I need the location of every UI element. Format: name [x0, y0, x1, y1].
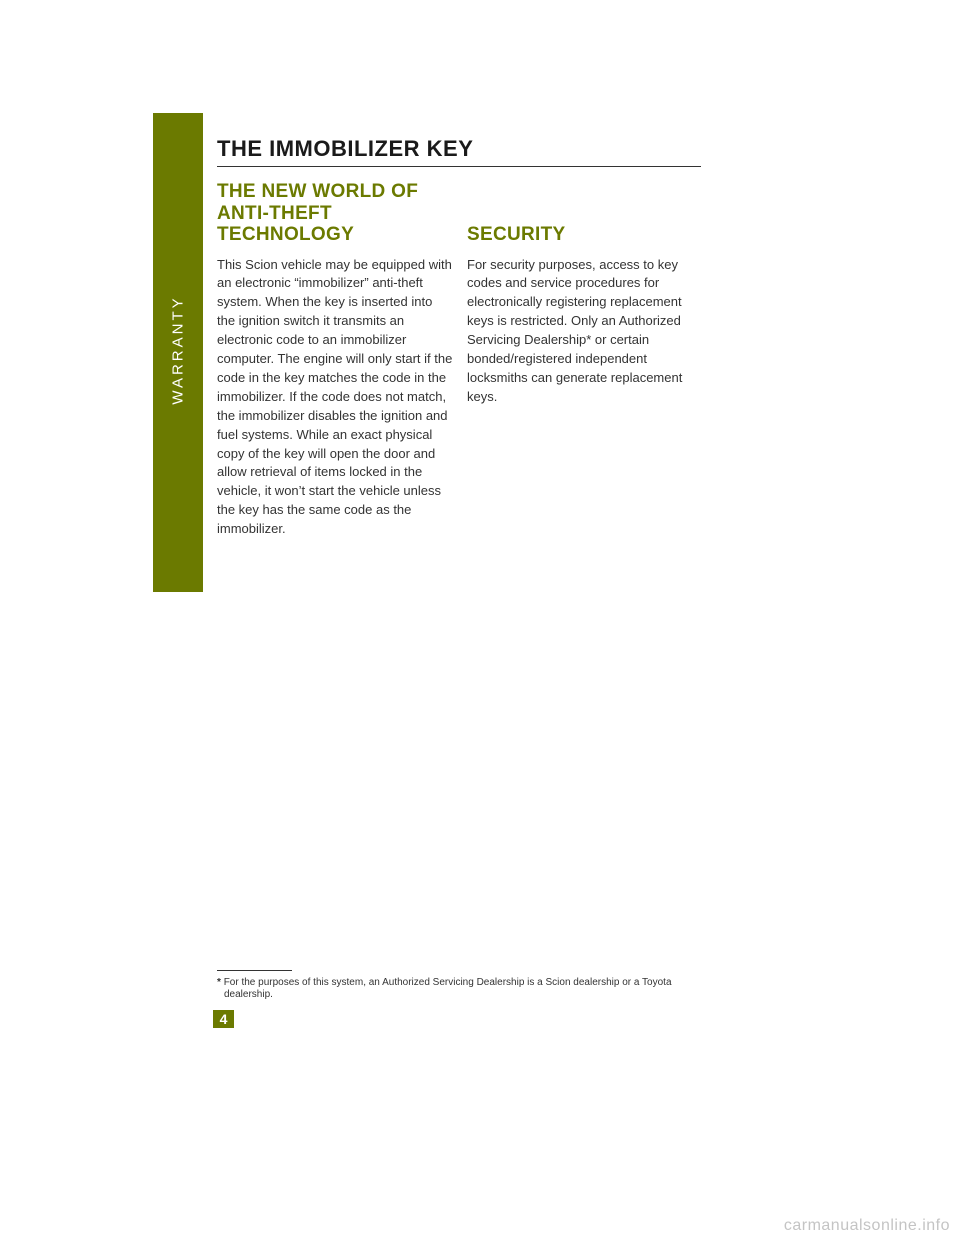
left-column: [217, 181, 453, 539]
right-column: [467, 181, 703, 407]
title-divider: [217, 166, 701, 167]
section-heading-security: [467, 181, 703, 246]
section-heading-security-text: SECURITY: [467, 224, 566, 245]
footnote: [217, 977, 694, 1000]
anti-theft-body-text: This Scion vehicle may be equipped with an electronic “immobilizer” anti-theft system. When the key is inserted into the ignition switch it transmits an electronic code to an immobilizer computer. The engine will only start if the code in the key matches the code in the immobilizer. If the code does not match, the immobilizer disables the ignition and fuel systems. While an exact physical copy of the key will open the door and allow retrieval of items locked in the vehicle, it won’t start the vehicle unless the key has the same code as the immobilizer.: [217, 256, 453, 537]
page-title: THE IMMOBILIZER KEY: [217, 136, 474, 161]
footnote-divider: [217, 970, 292, 971]
security-body-text: For security purposes, access to key codes and service procedures for electronically registering replacement keys is restricted. Only an Authorized Servicing Dealership* or certain bonded/registered independent locksmiths can generate replacement keys.: [467, 256, 683, 404]
watermark: carmanualsonline.info: [783, 1217, 950, 1234]
footnote-marker: *: [217, 977, 221, 988]
footnote-text: For the purposes of this system, an Authorized Servicing Dealership is a Scion dealership or a Toyota dealership.: [223, 977, 672, 1000]
section-heading-anti-theft-text: THE NEW WORLD OF ANTI-THEFT TECHNOLOGY: [217, 181, 419, 245]
page-number: 4: [213, 1010, 234, 1028]
sidebar-section-label: WARRANTY: [169, 295, 187, 405]
section-heading-anti-theft: [217, 181, 453, 246]
